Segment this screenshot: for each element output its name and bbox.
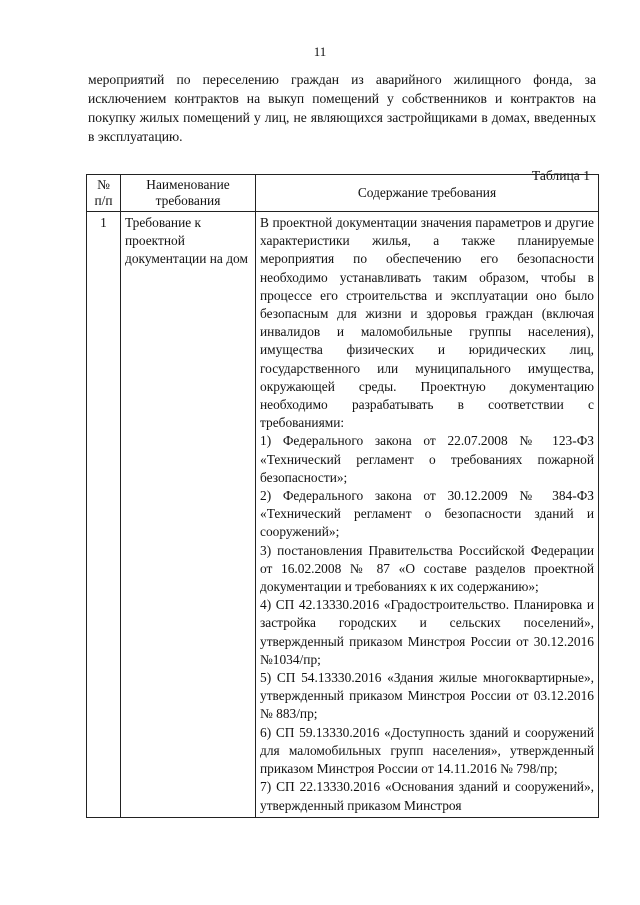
content-item-5: 5) СП 54.13330.2016 «Здания жилые многоквартирные», утвержденный приказом Минстроя России от 03.12.2016 № 883/пр; xyxy=(260,670,594,722)
content-item-6: 6) СП 59.13330.2016 «Доступность зданий и сооружений для маломобильных групп населения», утвержденный приказом Минстроя России от 14.11.2016 № 798/пр; xyxy=(260,724,594,777)
table-row xyxy=(87,212,599,818)
content-item-7: 7) СП 22.13330.2016 «Основания зданий и сооружений», утвержденный приказом Минстроя xyxy=(260,779,594,813)
header-num: № п/п xyxy=(87,175,121,212)
content-item-1: 1) Федерального закона от 22.07.2008 № 123-ФЗ «Технический регламент о требованиях пожарной безопасности»; xyxy=(260,433,594,485)
table-header-row xyxy=(87,175,599,212)
table-label: Таблица 1 xyxy=(531,168,590,183)
intro-paragraph: мероприятий по переселению граждан из аварийного жилищного фонда, за исключением контрактов на выкуп помещений у собственников и контрактов на покупку жилых помещений у лиц, не являющихся застройщиками в домах, введенных в эксплуатацию. xyxy=(88,72,596,144)
row-content xyxy=(256,212,599,818)
row-num: 1 xyxy=(87,212,121,818)
row-name: Требование к проектной документации на дом xyxy=(121,212,256,818)
content-item-3: 3) постановления Правительства Российской Федерации от 16.02.2008 № 87 «О составе разделов проектной документации и требованиях к их содержанию»; xyxy=(260,542,594,595)
content-item-2: 2) Федерального закона от 30.12.2009 № 384-ФЗ «Технический регламент о безопасности зданий и сооружений»; xyxy=(260,488,594,540)
content-paragraph-intro: В проектной документации значения параметров и другие характеристики жилья, а также планируемые мероприятия по обеспечению его безопасности необходимо устанавливать таким образом, чтобы в процессе его строительства и эксплуатации оно было безопасным для жизни и здоровья граждан (включая инвалидов и маломобильные группы населения), имущества физических и юридических лиц, государственного или муниципального имущества, окружающей среды. Проектную документацию необходимо разрабатывать в соответствии с требованиями: xyxy=(260,215,594,431)
page-number: 11 xyxy=(313,44,327,59)
requirements-table xyxy=(86,174,599,818)
header-content: Содержание требования xyxy=(256,175,599,212)
header-name: Наименование требования xyxy=(121,175,256,212)
content-item-4: 4) СП 42.13330.2016 «Градостроительство. Планировка и застройка городских и сельских поселений», утвержденный приказом Минстроя России от 30.12.2016 №1034/пр; xyxy=(260,597,594,667)
